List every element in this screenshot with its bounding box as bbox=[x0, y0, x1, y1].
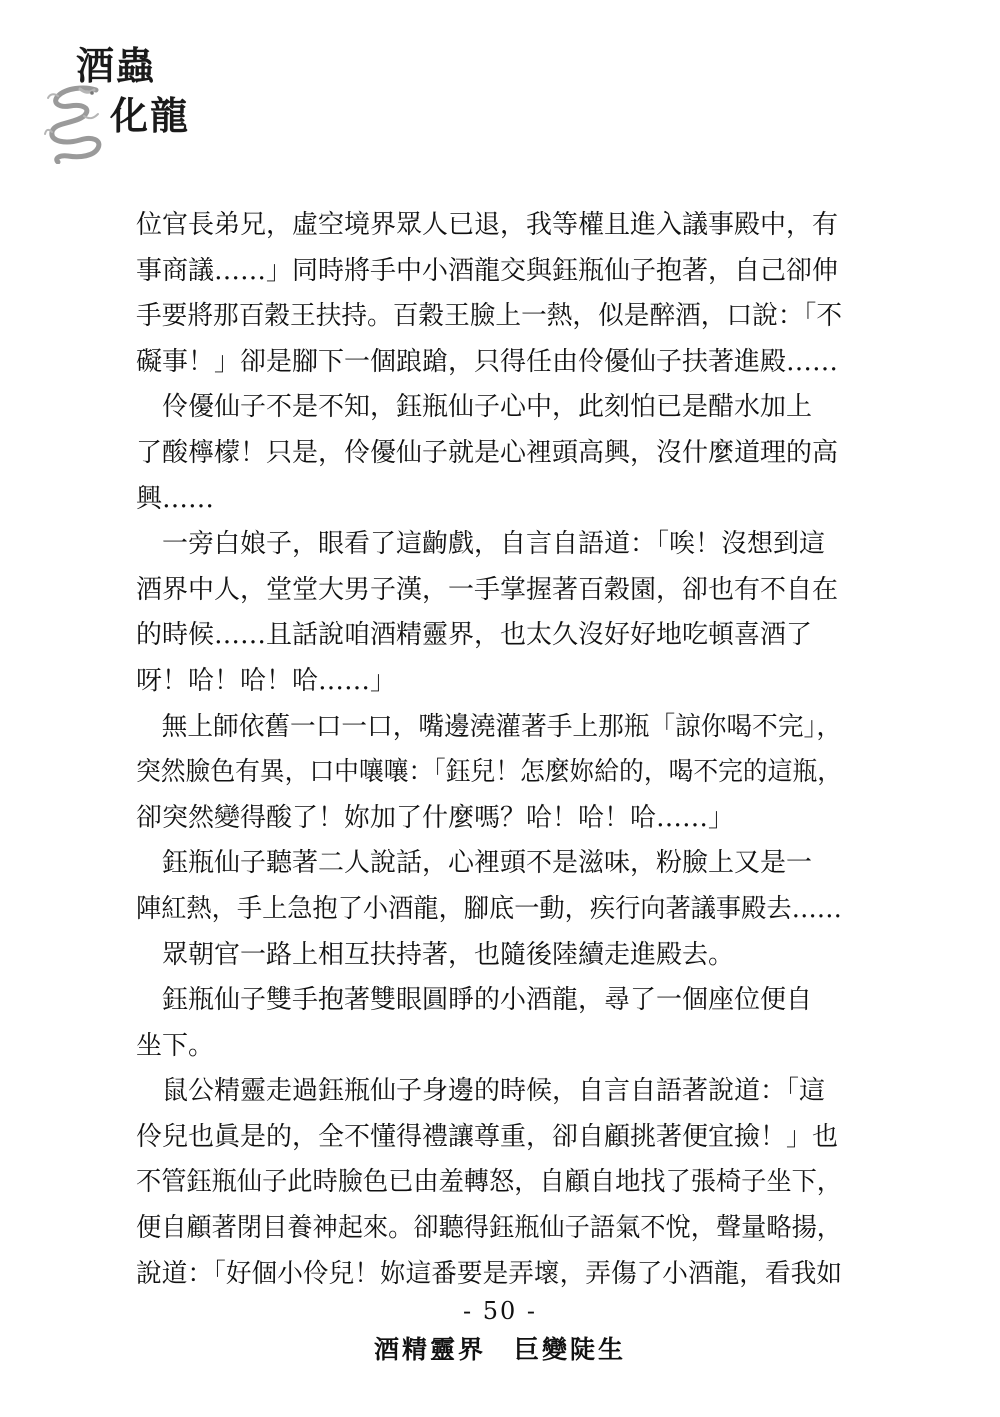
text-line: 伶兒也眞是的，全不懂得禮讓尊重，卻自顧挑著便宜撿！」也 bbox=[136, 1121, 839, 1152]
text-line: 坐下。 bbox=[136, 1030, 215, 1061]
text-line: 鼠公精靈走過鈺瓶仙子身邊的時候，自言自語著說道：「這 bbox=[136, 1076, 826, 1107]
text-line: 手要將那百穀王扶持。百穀王臉上一熱，似是醉酒，口說：「不 bbox=[136, 301, 843, 332]
text-line: 酒界中人，堂堂大男子漢，一手掌握著百穀園，卻也有不自在 bbox=[136, 574, 839, 605]
text-line: 興…… bbox=[136, 483, 215, 514]
text-line: 伶優仙子不是不知，鈺瓶仙子心中，此刻怕已是醋水加上 bbox=[136, 392, 813, 423]
dragon-icon bbox=[44, 84, 110, 164]
text-line: 眾朝官一路上相互扶持著，也隨後陸續走進殿去。 bbox=[136, 939, 735, 970]
text-line: 無上師依舊一口一口，嘴邊澆灌著手上那瓶「諒你喝不完」， bbox=[136, 711, 843, 742]
text-line: 不管鈺瓶仙子此時臉色已由羞轉怒，自顧自地找了張椅子坐下， bbox=[136, 1167, 843, 1198]
logo-title-line2: 化龍 bbox=[110, 93, 191, 138]
text-line: 便自顧著閉目養神起來。卻聽得鈺瓶仙子語氣不悅，聲量略揚， bbox=[136, 1213, 843, 1244]
text-line: 一旁白娘子，眼看了這齣戲，自言自語道：「唉！沒想到這 bbox=[136, 529, 826, 560]
text-line: 說道：「好個小伶兒！妳這番要是弄壞，弄傷了小酒龍，看我如 bbox=[136, 1258, 843, 1289]
text-line: 陣紅熱，手上急抱了小酒龍，腳底一動，疾行向著議事殿去…… bbox=[136, 893, 843, 924]
text-line: 礙事！」卻是腳下一個踉蹌，只得任由伶優仙子扶著進殿…… bbox=[136, 346, 839, 377]
book-title: 酒精靈界 巨變陡生 bbox=[373, 1335, 626, 1364]
text-line: 位官長弟兄，虛空境界眾人已退，我等權且進入議事殿中，有 bbox=[136, 210, 839, 240]
body-text bbox=[136, 203, 842, 1297]
text-line: 鈺瓶仙子雙手抱著雙眼圓睜的小酒龍，尋了一個座位便自 bbox=[136, 985, 813, 1016]
page-number: - 50 - bbox=[462, 1297, 537, 1325]
text-line: 事商議……」同時將手中小酒龍交與鈺瓶仙子抱著，自己卻伸 bbox=[136, 255, 839, 286]
text-line: 呀！哈！哈！哈……」 bbox=[136, 665, 397, 696]
logo-title-line1: 酒蟲 bbox=[76, 43, 157, 88]
text-line: 的時候……且話說咱酒精靈界，也太久沒好好地吃頓喜酒了 bbox=[136, 620, 813, 651]
text-line: 鈺瓶仙子聽著二人說話，心裡頭不是滋味，粉臉上又是一 bbox=[136, 848, 813, 879]
text-line: 突然臉色有異，口中嚷嚷：「鈺兒！怎麼妳給的，喝不完的這瓶， bbox=[136, 757, 843, 788]
text-line: 了酸檸檬！只是，伶優仙子就是心裡頭高興，沒什麼道理的高 bbox=[136, 437, 839, 468]
header-logo bbox=[44, 44, 214, 164]
text-line: 卻突然變得酸了！妳加了什麼嗎？哈！哈！哈……」 bbox=[136, 802, 735, 833]
